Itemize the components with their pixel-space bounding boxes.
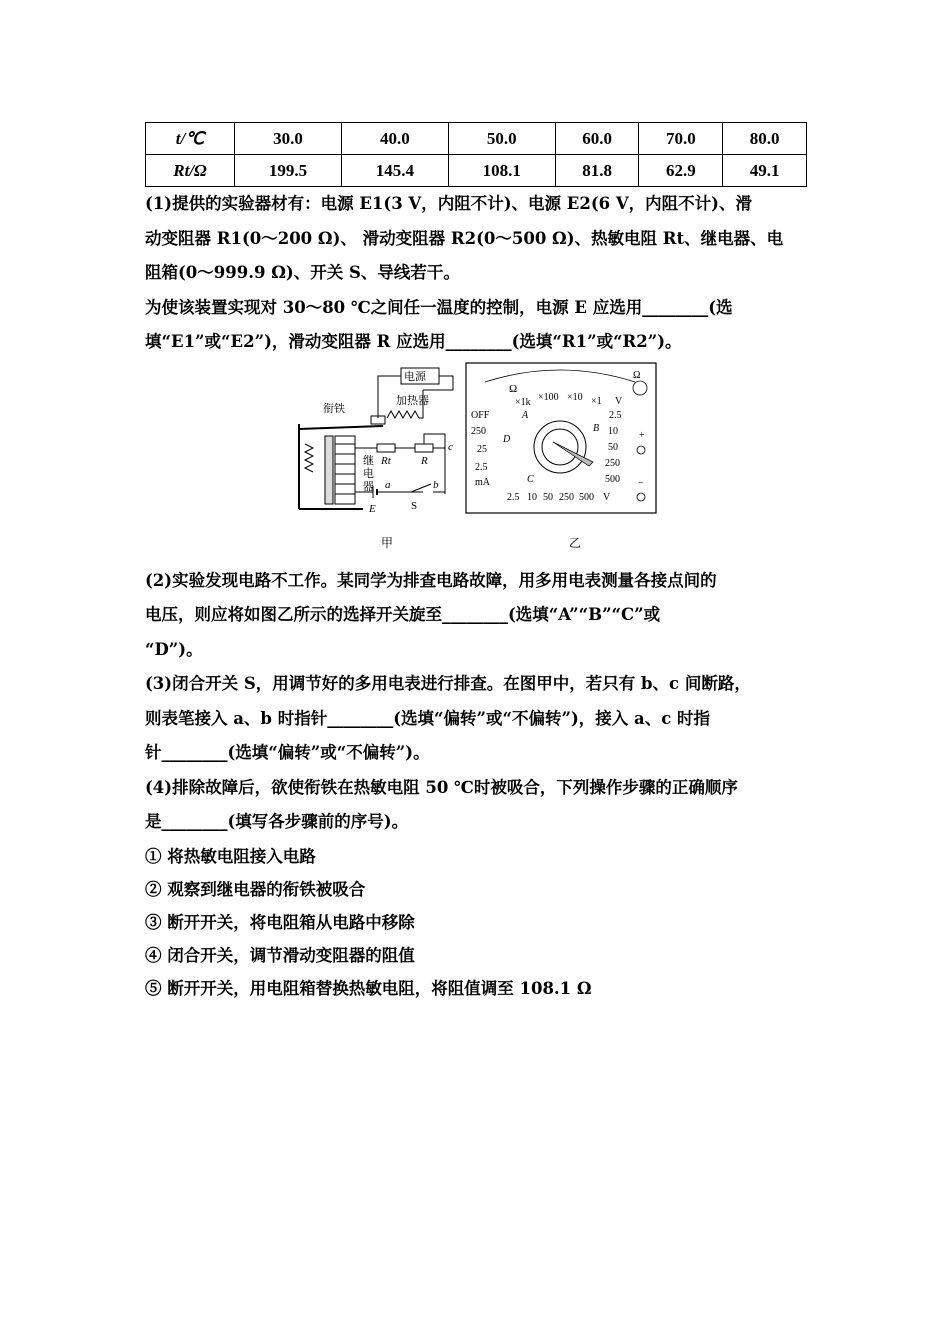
label-b-pos: B — [593, 422, 600, 434]
table-row — [146, 123, 807, 155]
label-relay: 电 — [363, 467, 374, 480]
label-s: S — [411, 499, 418, 512]
label-x1: ×1 — [591, 395, 602, 407]
label-v-top: V — [615, 395, 623, 407]
table-cell: 60.0 — [555, 123, 639, 155]
q4-line: 是________(填写各步骤前的序号)。 — [145, 812, 409, 831]
label-2-5-left: 2.5 — [475, 461, 488, 473]
label-relay: 器 — [363, 480, 374, 493]
table-row — [146, 155, 807, 187]
label-v-bottom: V — [603, 491, 611, 503]
q3-line: 针________(选填“偏转”或“不偏转”)。 — [145, 743, 430, 762]
q3-line: (3)闭合开关 S，用调节好的多用电表进行排查。在图甲中，若只有 b、c 间断路， — [145, 674, 751, 693]
label-b: b — [433, 478, 439, 491]
table-cell: 80.0 — [723, 123, 807, 155]
table-cell: 62.9 — [639, 155, 723, 187]
label-power: 电源 — [404, 370, 426, 383]
table-cell: 40.0 — [341, 123, 448, 155]
question-4 — [145, 771, 810, 1005]
table-header-temperature: t/℃ — [146, 123, 235, 155]
label-2-5-bottom: 2.5 — [507, 491, 520, 503]
label-c: c — [448, 440, 453, 453]
label-x1k: ×1k — [515, 396, 531, 408]
label-e: E — [369, 502, 376, 515]
q1-line: (1)提供的实验器材有：电源 E1(3 V，内阻不计)、电源 E2(6 V，内阻不计)、滑 — [145, 194, 752, 213]
label-500-right: 500 — [605, 473, 620, 485]
label-250: 250 — [471, 425, 486, 437]
label-x10: ×10 — [567, 391, 583, 403]
step-item: ④ 闭合开关，调节滑动变阻器的阻值 — [145, 945, 415, 965]
label-10-bottom: 10 — [527, 491, 537, 503]
question-1 — [145, 187, 810, 360]
label-10-right: 10 — [608, 425, 618, 437]
label-x100: ×100 — [538, 391, 559, 403]
label-a-pos: A — [522, 409, 529, 421]
step-item: ⑤ 断开开关，用电阻箱替换热敏电阻，将阻值调至 108.1 Ω — [145, 978, 592, 998]
multimeter-diagram — [465, 362, 660, 517]
q2-line: 电压，则应将如图乙所示的选择开关旋至________(选填“A”“B”“C”或 — [145, 605, 661, 624]
figure — [145, 364, 810, 564]
label-250-bottom: 250 — [559, 491, 574, 503]
question-page — [145, 122, 810, 1005]
label-rt: Rt — [381, 454, 391, 467]
label-off: OFF — [471, 409, 490, 421]
q4-line: (4)排除故障后，欲使衔铁在热敏电阻 50 ℃时被吸合，下列操作步骤的正确顺序 — [145, 777, 738, 797]
table-header-resistance: Rt/Ω — [146, 155, 235, 187]
question-2 — [145, 564, 810, 668]
relay-circuit-diagram — [293, 364, 468, 524]
step-item: ① 将热敏电阻接入电路 — [145, 846, 316, 866]
q1-line: 为使该装置实现对 30～80 ℃之间任一温度的控制，电源 E 应选用________(选 — [145, 297, 733, 317]
label-minus: − — [638, 477, 644, 489]
label-50-right: 50 — [608, 441, 618, 453]
table-cell: 49.1 — [723, 155, 807, 187]
label-500-bottom: 500 — [579, 491, 594, 503]
table-cell: 199.5 — [235, 155, 342, 187]
step-item: ② 观察到继电器的衔铁被吸合 — [145, 879, 366, 899]
label-d-pos: D — [503, 433, 511, 445]
table-cell: 70.0 — [639, 123, 723, 155]
label-relay: 继 — [363, 454, 374, 467]
table-cell: 30.0 — [235, 123, 342, 155]
label-250-right: 250 — [605, 457, 620, 469]
q1-line: 阻箱(0～999.9 Ω)、开关 S、导线若干。 — [145, 263, 460, 282]
step-item: ③ 断开开关，将电阻箱从电路中移除 — [145, 912, 415, 932]
caption-jia: 甲 — [381, 535, 394, 550]
q1-line: 填“E1”或“E2”)，滑动变阻器 R 应选用________(选填“R1”或“R2”)。 — [145, 332, 682, 351]
q2-line: “D”)。 — [145, 639, 203, 659]
label-ma: mA — [475, 476, 490, 488]
label-omega: Ω — [509, 382, 518, 395]
q1-line: 动变阻器 R1(0～200 Ω)、 滑动变阻器 R2(0～500 Ω)、热敏电阻 Rt、继电器、电 — [145, 228, 784, 248]
table-cell: 108.1 — [448, 155, 555, 187]
label-armature: 衔铁 — [323, 402, 345, 415]
question-3 — [145, 667, 810, 771]
label-25: 25 — [477, 443, 487, 455]
table-cell: 81.8 — [555, 155, 639, 187]
label-c-pos: C — [527, 473, 534, 485]
label-a: a — [385, 478, 391, 491]
q2-line: (2)实验发现电路不工作。某同学为排查电路故障，用多用电表测量各接点间的 — [145, 570, 717, 590]
label-50-bottom: 50 — [543, 491, 553, 503]
caption-yi: 乙 — [569, 535, 582, 550]
label-heater: 加热器 — [396, 394, 429, 407]
temperature-resistance-table — [145, 122, 807, 187]
label-plus: + — [639, 429, 645, 441]
table-cell: 145.4 — [341, 155, 448, 187]
label-omega-top: Ω — [633, 369, 641, 381]
table-cell: 50.0 — [448, 123, 555, 155]
q3-line: 则表笔接入 a、b 时指针________(选填“偏转”或“不偏转”)，接入 a、c 时指 — [145, 708, 711, 728]
label-r: R — [421, 454, 428, 467]
label-2-5-right: 2.5 — [609, 409, 622, 421]
